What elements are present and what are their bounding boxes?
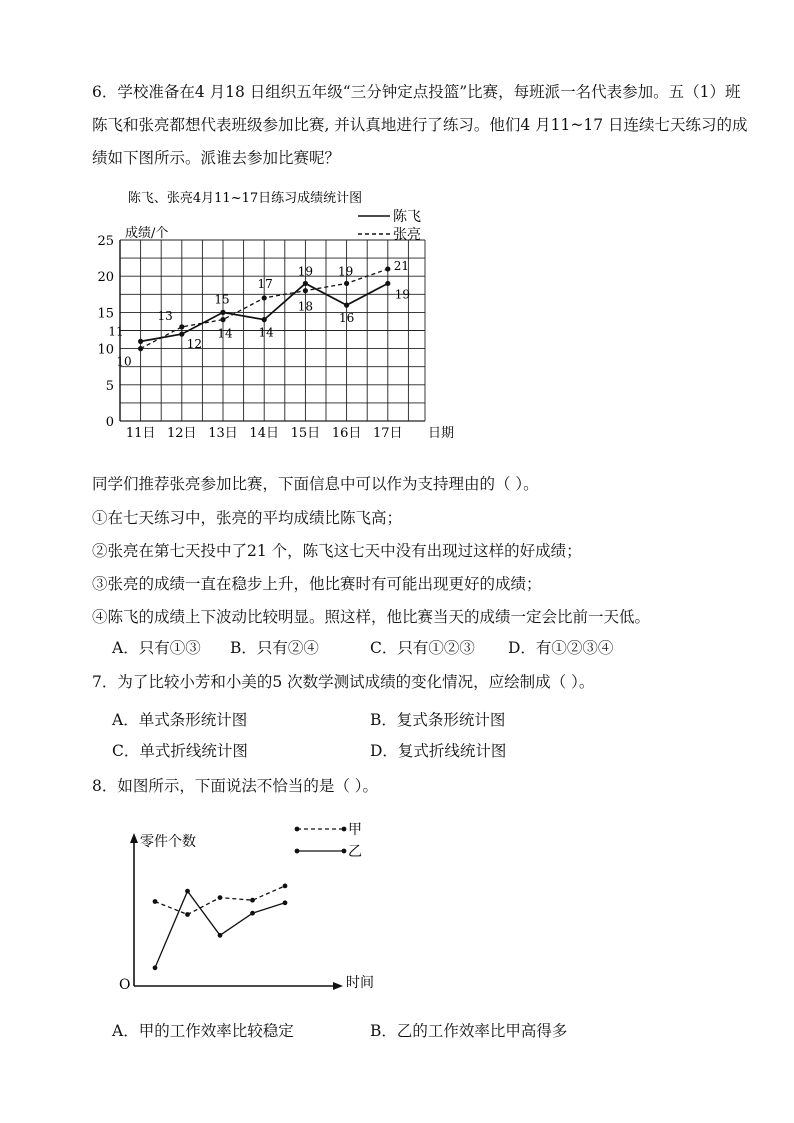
q6-line-1: 6．学校准备在4 月18 日组织五年级“三分钟定点投篮”比赛，每班派一名代表参加。五（1）班: [92, 83, 741, 101]
data-label: 16: [338, 311, 355, 326]
q7-option-a[interactable]: A．单式条形统计图: [112, 711, 248, 729]
data-point: [218, 933, 223, 938]
x-tick-label: 12日: [167, 426, 197, 441]
practice-score-chart: [95, 180, 475, 445]
data-point: [344, 303, 349, 308]
data-point: [153, 899, 158, 904]
data-label: 12: [186, 337, 203, 352]
x-tick-label: 15日: [290, 426, 321, 441]
data-point: [153, 965, 158, 970]
q8-stem: 8．如图所示，下面说法不恰当的是（ ）。: [92, 777, 379, 795]
data-point: [179, 324, 184, 329]
y-tick-label: 20: [97, 270, 114, 286]
q8-option-a[interactable]: A．甲的工作效率比较稳定: [112, 1022, 294, 1040]
x-tick-label: 13日: [208, 426, 238, 441]
data-point: [385, 281, 390, 286]
x-tick-label: 11日: [125, 426, 156, 441]
q6-line-3: 绩如下图所示。派谁去参加比赛呢？: [92, 149, 341, 167]
series-line-jia: [155, 886, 285, 915]
data-label: 19: [297, 264, 314, 279]
q6-option-a[interactable]: A．只有①③: [112, 639, 201, 657]
chart-axes: [130, 833, 343, 990]
data-point: [218, 895, 223, 900]
x-tick-label: 17日: [373, 426, 403, 441]
q6-statement-3: ③张亮的成绩一直在稳步上升，他比赛时有可能出现更好的成绩；: [92, 575, 542, 593]
data-label: 18: [297, 299, 314, 314]
q6-statement-4: ④陈飞的成绩上下波动比较明显。照这样，他比赛当天的成绩一定会比前一天低。: [92, 608, 651, 626]
x-axis-label: 时间: [346, 975, 374, 991]
data-point: [138, 346, 143, 351]
data-point: [185, 889, 190, 894]
chart-legend: [358, 209, 421, 243]
data-label: 15: [214, 292, 230, 307]
chart-legend: [295, 822, 362, 860]
q6-option-c[interactable]: C．只有①②③: [370, 639, 475, 657]
data-point: [283, 884, 288, 889]
y-tick-label: 25: [97, 234, 114, 249]
y-tick-label: 5: [105, 378, 114, 394]
data-label: 17: [257, 276, 273, 291]
legend-marker: [295, 849, 300, 854]
legend-marker: [342, 849, 347, 854]
q7-option-b[interactable]: B．复式条形统计图: [370, 711, 506, 729]
data-label: 14: [217, 326, 233, 341]
q6-statement-2: ②张亮在第七天投中了21 个，陈飞这七天中没有出现过这样的好成绩；: [92, 542, 582, 560]
q6-statement-1: ①在七天练习中，张亮的平均成绩比陈飞高；: [92, 509, 403, 527]
data-point: [250, 911, 255, 916]
data-point: [303, 281, 308, 286]
q7-stem: 7．为了比较小芳和小美的5 次数学测试成绩的变化情况，应绘制成（ ）。: [92, 673, 595, 691]
legend-label: 陈飞: [393, 209, 421, 225]
data-label: 21: [393, 258, 410, 273]
q6-line-2: 陈飞和张亮都想代表班级参加比赛, 并认真地进行了练习。他们4 月11~17 日连续七天练习的成: [92, 116, 748, 134]
data-label: 19: [337, 264, 354, 279]
origin-label: O: [119, 977, 131, 993]
parts-count-chart: [110, 815, 400, 1000]
data-point: [262, 295, 267, 300]
data-label: 13: [157, 308, 173, 323]
q8-option-b[interactable]: B．乙的工作效率比甲高得多: [370, 1022, 568, 1040]
y-tick-label: 10: [97, 342, 114, 358]
y-tick-label: 15: [97, 306, 114, 322]
x-tick-label: 16日: [331, 426, 362, 441]
legend-marker: [342, 827, 347, 832]
legend-label: 乙: [348, 844, 362, 860]
y-axis-label: 成绩/个: [125, 226, 169, 241]
q6-option-b[interactable]: B．只有②④: [230, 639, 319, 657]
data-label: 10: [116, 354, 132, 369]
data-point: [303, 288, 308, 293]
q7-option-d[interactable]: D．复式折线统计图: [370, 742, 507, 760]
data-point: [262, 317, 267, 322]
data-point: [283, 900, 288, 905]
data-label: 14: [258, 325, 274, 340]
chart-title: 陈飞、张亮4月11~17日练习成绩统计图: [127, 191, 363, 206]
legend-marker: [295, 827, 300, 832]
q7-option-c[interactable]: C．单式折线统计图: [112, 742, 248, 760]
q6-question: 同学们推荐张亮参加比赛，下面信息中可以作为支持理由的（ ）。: [92, 475, 539, 493]
series-line-yi: [155, 891, 285, 968]
data-point: [344, 281, 349, 286]
data-point: [179, 332, 184, 337]
data-label: 19: [394, 287, 411, 302]
y-axis-label: 零件个数: [140, 834, 196, 850]
q6-option-d[interactable]: D．有①②③④: [508, 639, 614, 657]
data-label: 11: [108, 324, 124, 339]
legend-label: 甲: [348, 822, 362, 838]
y-tick-label: 0: [105, 415, 114, 430]
data-point: [250, 898, 255, 903]
data-point: [385, 266, 390, 271]
legend-label: 张亮: [393, 227, 421, 243]
data-point: [220, 317, 225, 322]
data-point: [220, 310, 225, 315]
data-point: [138, 339, 143, 344]
x-axis-label: 日期: [428, 426, 455, 441]
data-point: [185, 912, 190, 917]
x-tick-label: 14日: [249, 426, 279, 441]
